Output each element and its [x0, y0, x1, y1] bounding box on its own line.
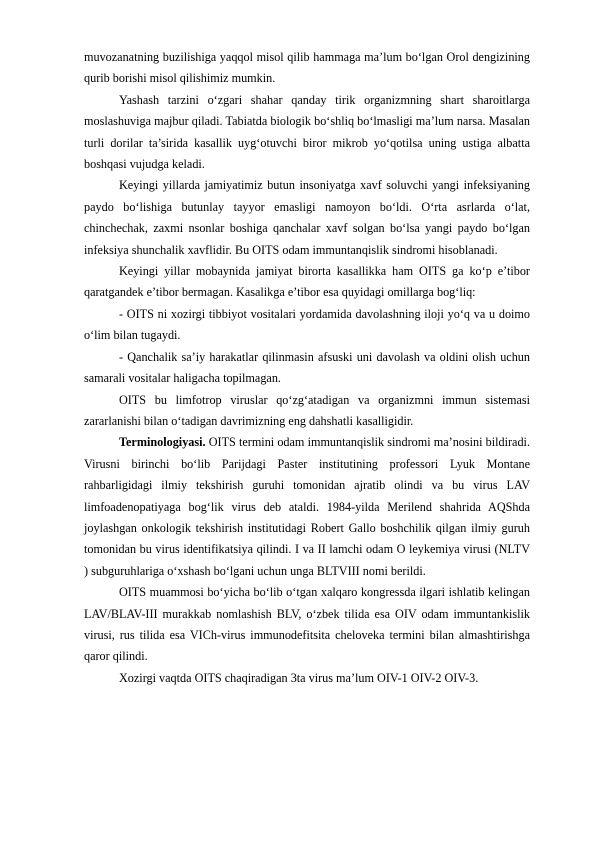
paragraph-terminology — [84, 432, 530, 582]
document-page — [84, 47, 530, 689]
list-item-text: - Qanchalik sa’iy harakatlar qilinmasin afsuski uni davolash va oldini olish uchun samarali vositalar haligacha topilmagan. — [84, 349, 530, 386]
list-item-1 — [84, 304, 530, 347]
paragraph-7 — [84, 582, 530, 668]
paragraph-text: Keyingi yillarda jamiyatimiz butun insoniyatga xavf soluvchi yangi infeksiyaning paydo bo‘lishiga butunlay tayyor emasligi namoyon bo‘ldi. O‘rta asrlarda o‘lat, chinchechak, zaxmi nsonlar boshiga qanchalar xavf solgan bo‘lsa yangi paydo bo‘lgan infeksiya shunchalik xavflidir. Bu OITS odam immuntanqislik sindromi hisoblanadi. — [84, 178, 530, 257]
paragraph-text: Xozirgi vaqtda OITS chaqiradigan 3ta virus ma’lum OIV-1 OIV-2 OIV-3. — [119, 670, 479, 685]
paragraph-2 — [84, 90, 530, 176]
list-item-2 — [84, 347, 530, 390]
paragraph-text: muvozanatning buzilishiga yaqqol misol qilib hammaga ma’lum bo‘lgan Orol dengizining qurib borishi misol qilishimiz mumkin. — [84, 50, 530, 86]
paragraph-3 — [84, 175, 530, 261]
paragraph-4 — [84, 261, 530, 304]
paragraph-text: OITS muammosi bo‘yicha bo‘lib o‘tgan xalqaro kongressda ilgari ishlatib kelingan LAV/BLAV-III murakkab nomlashish BLV, o‘zbek tilida esa OIV odam immuntankislik virusi, rus tilida esa VICh-virus immunodefitsita cheloveka termini bilan almashtirishga qaror qilindi. — [84, 585, 530, 664]
terminology-heading: Terminologiyasi. — [119, 435, 206, 450]
paragraph-1 — [84, 47, 530, 90]
paragraph-text: Yashash tarzini o‘zgari shahar qanday tirik organizmning shart sharoitlarga moslashuviga majbur qiladi. Tabiatda biologik bo‘shliq bo‘lmasligi ma’lum narsa. Masalan turli dorilar ta’sirida kasallik uyg‘otuvchi biror mikrob yo‘qotilsa uning ustiga albatta boshqasi vujudga keladi. — [84, 92, 530, 172]
paragraph-5 — [84, 390, 530, 433]
paragraph-text: OITS bu limfotrop viruslar qo‘zg‘atadigan va organizmni immun sistemasi zararlanishi bilan o‘tadigan davrimizning eng dahshatli kasalligidir. — [84, 392, 530, 428]
paragraph-text: Keyingi yillar mobaynida jamiyat birorta kasallikka ham OITS ga ko‘p e’tibor qaratgandek e’tibor bermagan. Kasalikga e’tibor esa quyidagi omillarga bog‘liq: — [84, 264, 530, 300]
list-item-text: - OITS ni xozirgi tibbiyot vositalari yordamida davolashning iloji yo‘q va u doimo o‘lim bilan tugaydi. — [84, 306, 530, 343]
paragraph-text: OITS termini odam immuntanqislik sindromi ma’nosini bildiradi. Virusni birinchi bo‘lib Parijdagi Paster institutining professori Lyuk Montane rahbarligidagi ilmiy tekshirish guruhi tomonidan ajratib olindi va bu virus LAV limfoadenopatiyaga bog‘lik virus deb ataldi. 1984-yilda Merilend shahrida AQShda joylashgan onkologik tekshirish institutidagi Robert Gallo boshchilik qilgan ilmiy guruh tomonidan bu virus identifikatsiya qilindi. I va II lamchi odam O leykemiya virusi (NLTV ) subguruhlariga o‘xshash bo‘lgani uchun unga BLTVIII nomi berildi. — [84, 435, 530, 578]
paragraph-8 — [84, 668, 530, 689]
